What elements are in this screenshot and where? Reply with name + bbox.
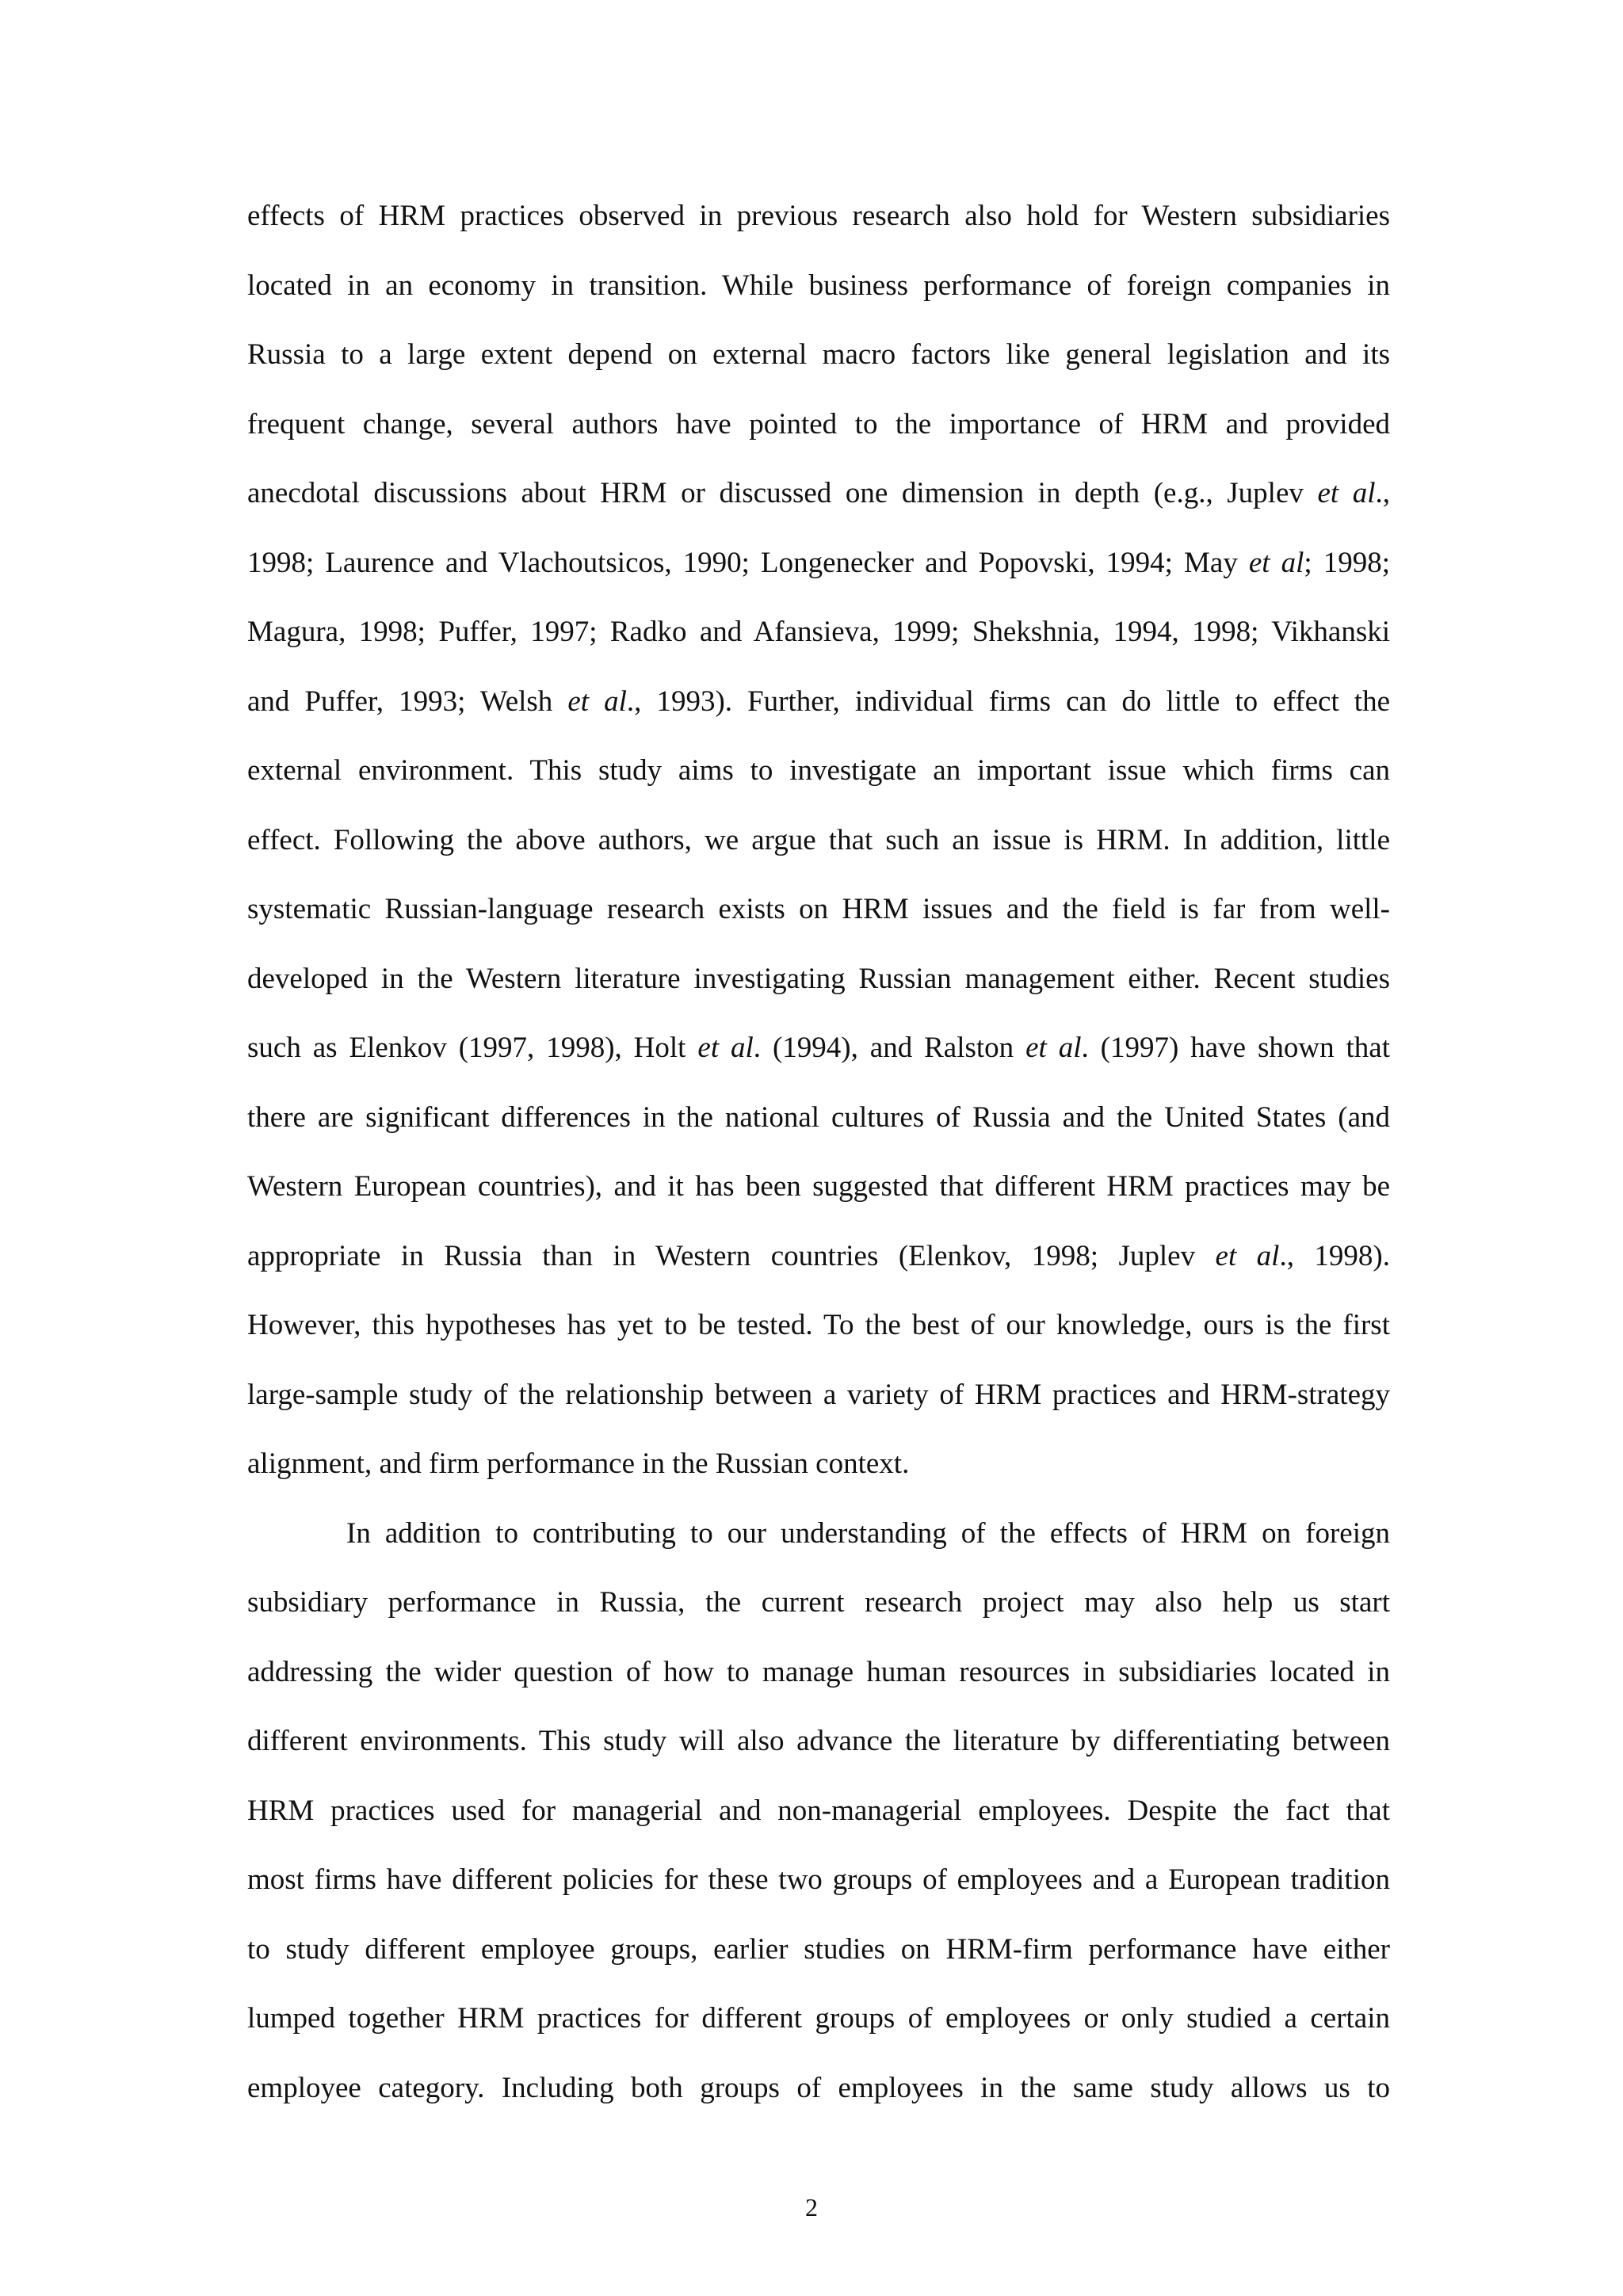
text-line: In addition to contributing to our understanding of the effects of HRM on foreign: [346, 1517, 1390, 1550]
text-line: to study different employee groups, earlier studies on HRM-firm performance have either: [247, 1933, 1390, 1966]
text-line: and Puffer, 1993; Welsh et al., 1993). Further, individual firms can do little to effect the: [247, 685, 1391, 718]
text-line: there are significant differences in the national cultures of Russia and the United States (and: [247, 1101, 1390, 1134]
text-line: large-sample study of the relationship between a variety of HRM practices and HRM-strategy: [247, 1379, 1390, 1411]
text-line: located in an economy in transition. While business performance of foreign companies in: [247, 269, 1390, 302]
text-line: appropriate in Russia than in Western countries (Elenkov, 1998; Juplev et al., 1998).: [247, 1240, 1390, 1272]
text-line: external environment. This study aims to investigate an important issue which firms can: [247, 754, 1390, 787]
text-line: anecdotal discussions about HRM or discussed one dimension in depth (e.g., Juplev et al.,: [247, 477, 1390, 509]
text-line: such as Elenkov (1997, 1998), Holt et al. (1994), and Ralston et al. (1997) have shown that: [247, 1032, 1391, 1064]
italic-et-al: et al: [567, 685, 627, 718]
text-line: Western European countries), and it has been suggested that different HRM practices may be: [247, 1170, 1390, 1203]
italic-et-al: et al: [1025, 1032, 1082, 1064]
italic-et-al: et al: [697, 1032, 754, 1064]
text-line: alignment, and firm performance in the Russian context.: [247, 1447, 910, 1480]
text-line: different environments. This study will also advance the literature by differentiating between: [247, 1725, 1390, 1757]
text-line: Magura, 1998; Puffer, 1997; Radko and Afansieva, 1999; Shekshnia, 1994, 1998; Vikhanski: [247, 616, 1390, 648]
text-line: addressing the wider question of how to manage human resources in subsidiaries located in: [247, 1656, 1390, 1688]
text-line: systematic Russian-language research exists on HRM issues and the field is far from well-: [247, 893, 1390, 925]
text-line: employee category. Including both groups of employees in the same study allows us to: [247, 2072, 1390, 2104]
page-number: 2: [805, 2193, 818, 2222]
text-line: subsidiary performance in Russia, the current research project may also help us start: [247, 1586, 1390, 1619]
text-line: frequent change, several authors have pointed to the importance of HRM and provided: [247, 408, 1390, 441]
text-line: Russia to a large extent depend on external macro factors like general legislation and its: [247, 338, 1390, 371]
italic-et-al: et al: [1248, 547, 1304, 579]
text-line: most firms have different policies for these two groups of employees and a European tradition: [247, 1863, 1390, 1896]
italic-et-al: et al: [1215, 1240, 1280, 1272]
text-line: 1998; Laurence and Vlachoutsicos, 1990; Longenecker and Popovski, 1994; May et al; 1998;: [247, 547, 1390, 579]
text-line: developed in the Western literature investigating Russian management either. Recent studies: [247, 963, 1390, 995]
text-line: lumped together HRM practices for different groups of employees or only studied a certain: [247, 2002, 1390, 2035]
text-line: effects of HRM practices observed in previous research also hold for Western subsidiaries: [247, 200, 1390, 232]
italic-et-al: et al: [1317, 477, 1376, 509]
text-line: effect. Following the above authors, we argue that such an issue is HRM. In addition, little: [247, 824, 1390, 856]
text-line: HRM practices used for managerial and non-managerial employees. Despite the fact that: [247, 1794, 1390, 1827]
text-line: However, this hypotheses has yet to be tested. To the best of our knowledge, ours is the first: [247, 1309, 1390, 1341]
